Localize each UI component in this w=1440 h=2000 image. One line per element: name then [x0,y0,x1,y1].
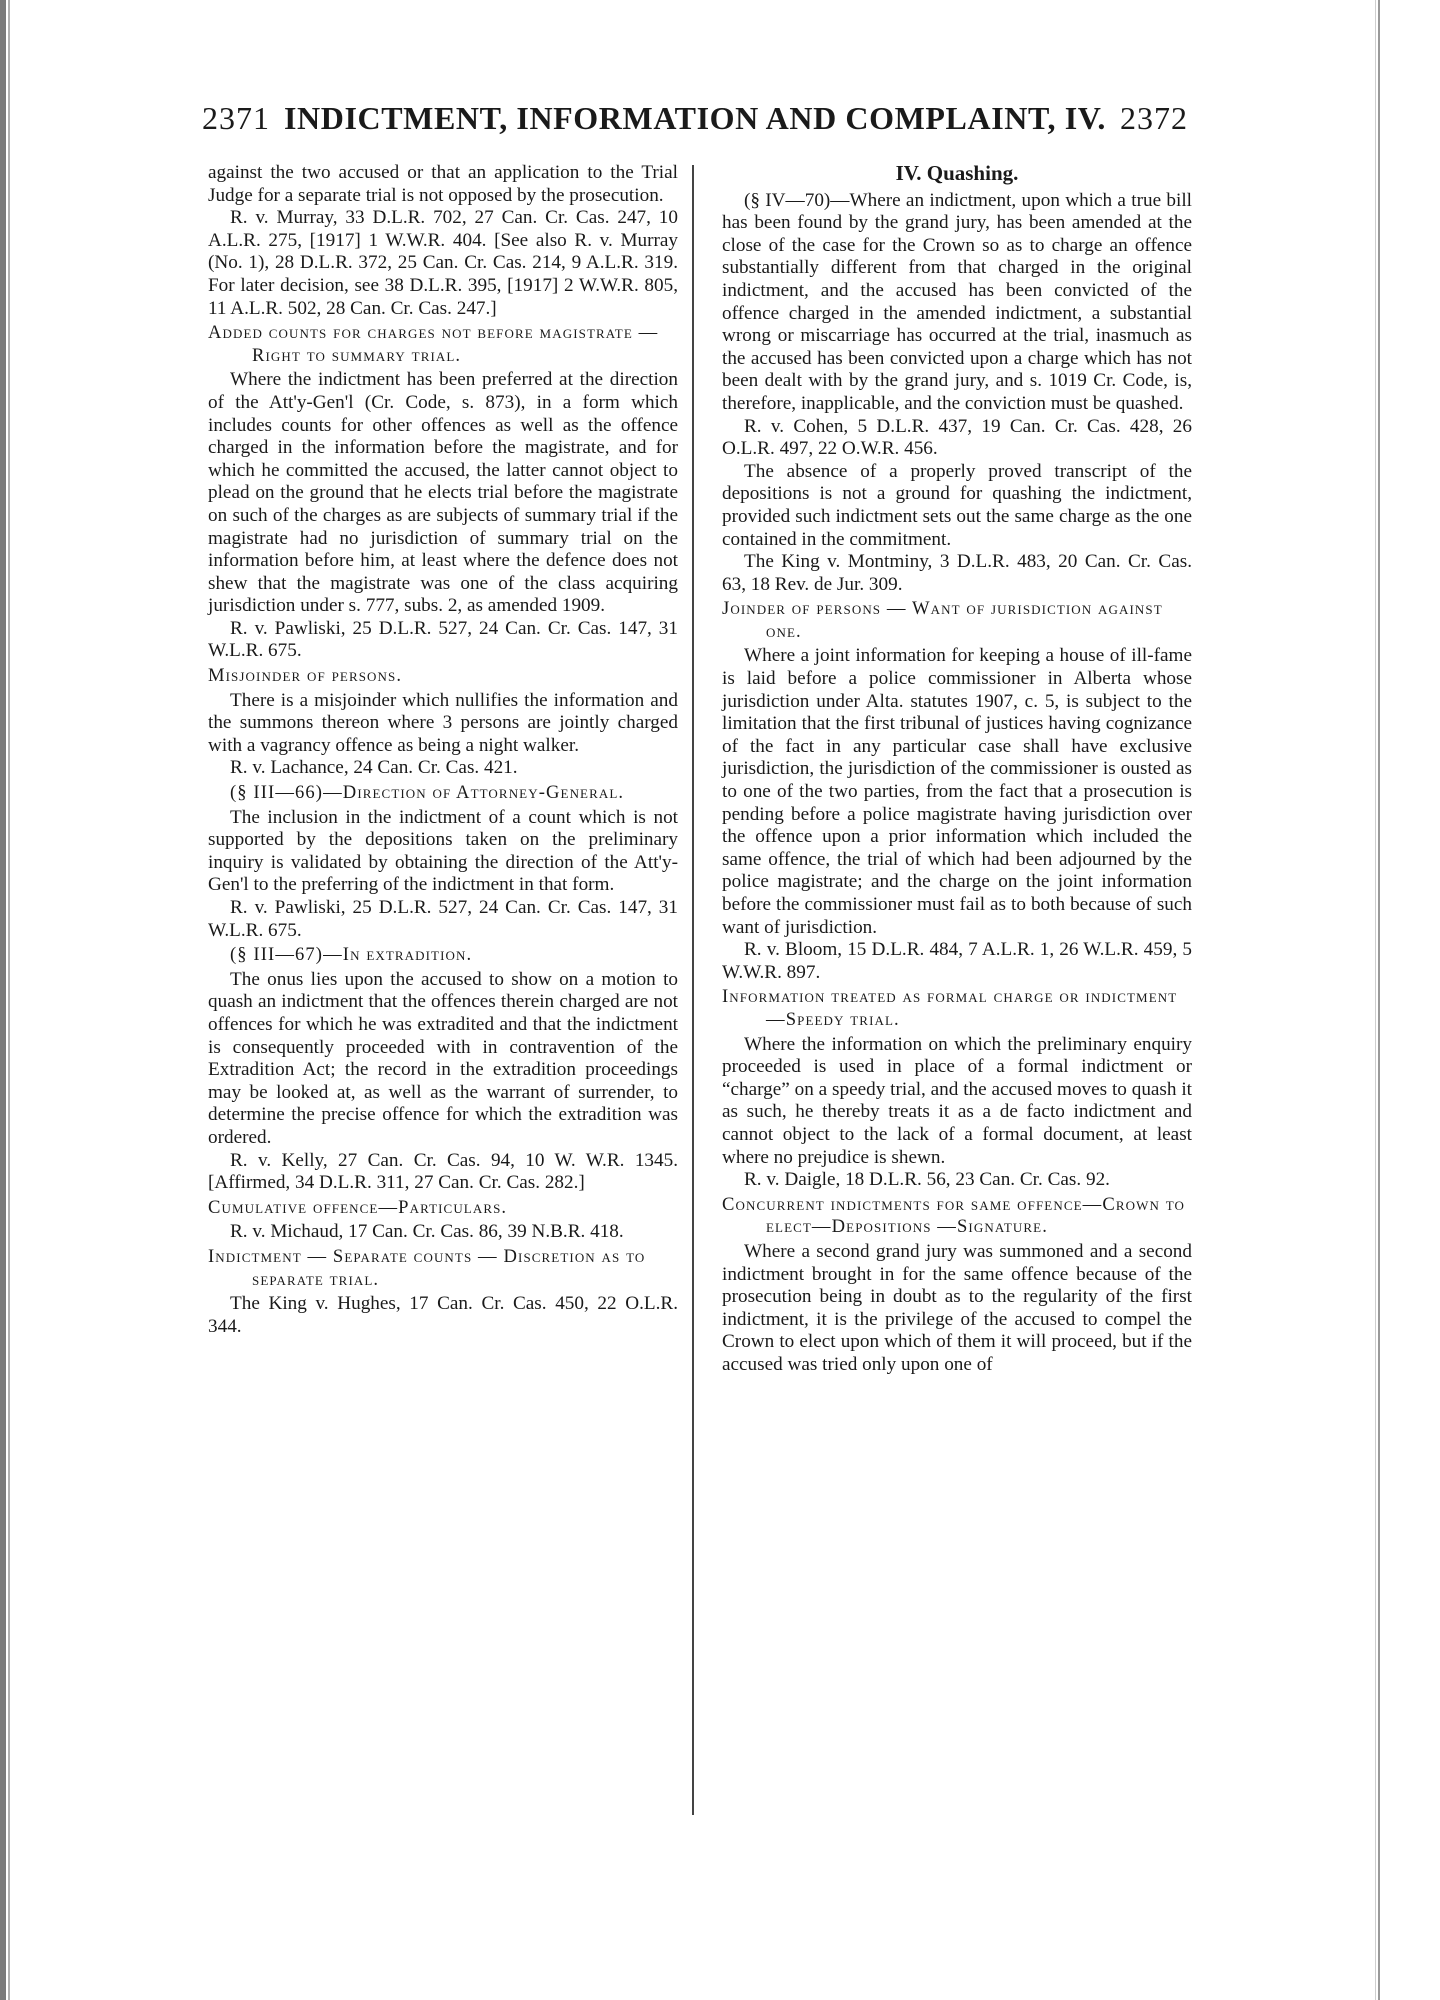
subheading: Cumulative offence—Particulars. [208,1196,508,1218]
case-citation: R. v. Lachance, 24 Can. Cr. Cas. 421. [230,757,518,779]
subheading: Added counts for charges not before magistrate — Right to summary trial. [208,322,659,366]
case-citation: R. v. Pawliski, 25 D.L.R. 527, 24 Can. Cr. Cas. 147, 31 W.L.R. 675. [208,617,678,662]
binding-edge [0,0,6,2000]
paragraph: The inclusion in the indictment of a count which is not supported by the depositions taken on the preliminary inquiry is validated by obtaining the direction of the Att'y-Gen'l to the preferring of the indictment in that form. [208,806,678,896]
subheading: Misjoinder of persons. [208,665,403,687]
case-citation: R. v. Murray, 33 D.L.R. 702, 27 Can. Cr. Cas. 247, 10 A.L.R. 275, [1917] 1 W.W.R. 404. [See also R. v. Murray (No. 1), 28 D.L.R. 372, 25 Can. Cr. Cas. 214, 9 A.L.R. 319. For later decision, see 38 D.L.R. 395, [1917] 2 W.W.R. 805, 11 A.L.R. 502, 28 Can. Cr. Cas. 247.] [208,207,678,319]
subheading: Joinder of persons — Want of jurisdiction against one. [722,598,1163,642]
next-page-edge-line [1378,0,1380,2000]
paragraph: against the two accused or that an application to the Trial Judge for a separate trial is not opposed by the prosecution. [208,162,678,206]
right-page-number: 2372 [1119,100,1188,136]
paragraph: The absence of a properly proved transcript of the depositions is not a ground for quashing the indictment, provided such indictment sets out the same charge as the one contained in the commitment. [722,460,1192,550]
paragraph: Where a joint information for keeping a house of ill-fame is laid before a police commissioner in Alberta whose jurisdiction under Alta. statutes 1907, c. 5, is subject to the limitation that the first tribunal of justices having cognizance of the fact in any particular case shall have exclusive jurisdiction, the jurisdiction of the commissioner is ousted as to one of the two parties, from the fact that a prosecution is pending before a police magistrate having jurisdiction over the offence upon a prior information which included the same offence, the trial of which had been adjourned by the police magistrate; and the charge on the joint information before the commissioner must fail as to both because of such want of jurisdiction. [722,645,1192,938]
case-citation: R. v. Kelly, 27 Can. Cr. Cas. 94, 10 W. W.R. 1345. [Affirmed, 34 D.L.R. 311, 27 Can. Cr. Cas. 282.] [208,1149,678,1194]
running-title: INDICTMENT, INFORMATION AND COMPLAINT, IV. [284,100,1106,136]
subheading: Concurrent indictments for same offence—Crown to elect—Depositions —Signature. [722,1193,1185,1238]
subheading: (§ III—67)—In extradition. [230,944,473,966]
case-citation: R. v. Pawliski, 25 D.L.R. 527, 24 Can. Cr. Cas. 147, 31 W.L.R. 675. [208,897,678,941]
left-column [208,162,678,1338]
subheading: Indictment — Separate counts — Discretion as to separate trial. [208,1245,646,1290]
right-column [722,162,1192,1376]
running-header [202,100,1188,142]
binding-edge-line [8,0,10,2000]
case-citation: R. v. Cohen, 5 D.L.R. 437, 19 Can. Cr. Cas. 428, 26 O.L.R. 497, 22 O.W.R. 456. [722,415,1192,460]
left-page-number: 2371 [202,100,270,136]
case-citation: The King v. Hughes, 17 Can. Cr. Cas. 450, 22 O.L.R. 344. [208,1293,678,1337]
paragraph: Where the information on which the preliminary enquiry proceeded is used in place of a formal indictment or “charge” on a speedy trial, and the accused moves to quash it as such, he thereby treats it as a de facto indictment and cannot object to the lack of a formal document, at least where no prejudice is shewn. [722,1033,1192,1168]
paragraph: Where the indictment has been preferred at the direction of the Att'y-Gen'l (Cr. Code, s. 873), in a form which includes counts for other offences as well as the offence charged in the information before the magistrate, and for which he committed the accused, the latter cannot object to plead on the ground that he elects trial before the magistrate on such of the charges as are subjects of summary trial if the magistrate had no jurisdiction of summary trial on the information before him, at least where the defence does not shew that the magistrate was one of the class acquiring jurisdiction under s. 777, subs. 2, as amended 1909. [208,369,678,617]
case-citation: R. v. Daigle, 18 D.L.R. 56, 23 Can. Cr. Cas. 92. [744,1169,1110,1191]
paragraph: The onus lies upon the accused to show on a motion to quash an indictment that the offences therein charged are not offences for which he was extradited and that the indictment is consequently proceeded with in contravention of the Extradition Act; the record in the extradition proceedings may be looked at, as well as the warrant of surrender, to determine the precise offence for which the extradition was ordered. [208,968,678,1148]
next-page-edge [1375,0,1440,2000]
paragraph: There is a misjoinder which nullifies the information and the summons thereon where 3 persons are jointly charged with a vagrancy offence as being a night walker. [208,689,678,756]
case-citation: The King v. Montminy, 3 D.L.R. 483, 20 Can. Cr. Cas. 63, 18 Rev. de Jur. 309. [722,551,1192,595]
paragraph: (§ IV—70)—Where an indictment, upon which a true bill has been found by the grand jury, has been amended at the close of the case for the Crown so as to charge an offence substantially different from that charged in the original indictment, and the accused has been convicted of the offence charged in the amended indictment, a substantial wrong or miscarriage has occurred at the trial, inasmuch as the accused has been convicted upon a charge which has not been dealt with by the grand jury, and s. 1019 Cr. Code, is, therefore, inapplicable, and the conviction must be quashed. [722,189,1192,414]
paragraph: Where a second grand jury was summoned and a second indictment brought in for the same offence because of the prosecution being in doubt as to the regularity of the first indictment, it is the privilege of the accused to compel the Crown to elect upon which of them it will proceed, but if the accused was tried only upon one of [722,1240,1192,1375]
subheading: Information treated as formal charge or indictment—Speedy trial. [722,986,1178,1030]
subheading: (§ III—66)—Direction of Attorney-General. [230,782,625,804]
case-citation: R. v. Michaud, 17 Can. Cr. Cas. 86, 39 N.B.R. 418. [230,1221,624,1243]
section-title: IV. Quashing. [895,161,1019,185]
case-citation: R. v. Bloom, 15 D.L.R. 484, 7 A.L.R. 1, 26 W.L.R. 459, 5 W.W.R. 897. [722,939,1192,983]
column-divider [692,165,694,1815]
